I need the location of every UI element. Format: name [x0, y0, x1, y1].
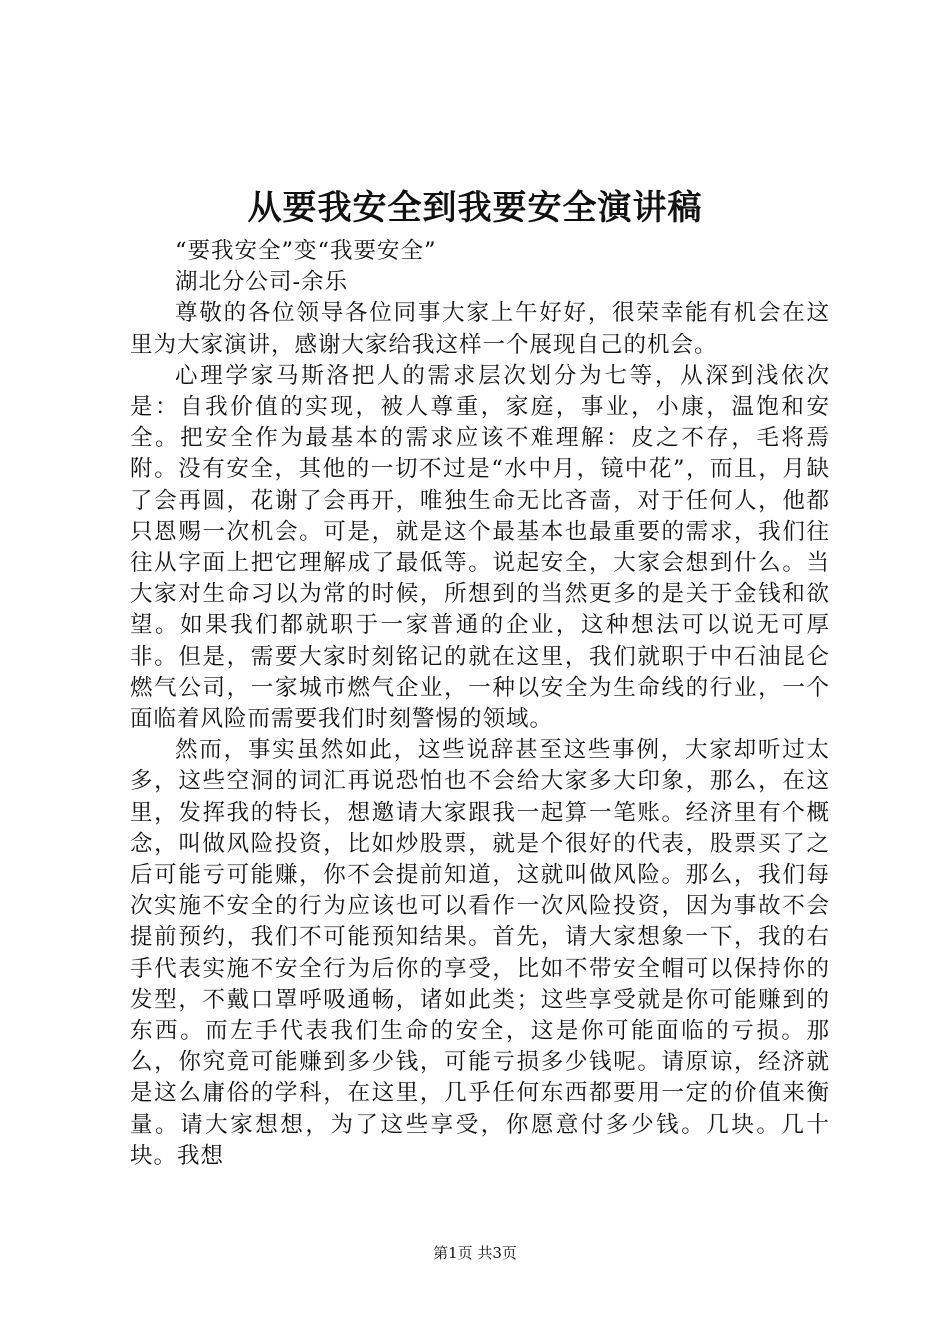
paragraph: 心理学家马斯洛把人的需求层次划分为七等，从深到浅依次是：自我价值的实现，被人尊重，家庭，事业，小康，温饱和安全。把安全作为最基本的需求应该不难理解：皮之不存，毛将焉附。没有安全，其他的一切不过是“水中月，镜中花”，而且，月缺了会再圆，花谢了会再开，唯独生命无比吝啬，对于任何人，他都只恩赐一次机会。可是，就是这个最基本也最重要的需求，我们往往从字面上把它理解成了最低等。说起安全，大家会想到什么。当大家对生命习以为常的时候，所想到的当然更多的是关于金钱和欲望。如果我们都就职于一家普通的企业，这种想法可以说无可厚非。但是，需要大家时刻铭记的就在这里，我们就职于中石油昆仑燃气公司，一家城市燃气企业，一种以安全为生命线的行业，一个面临着风险而需要我们时刻警惕的领域。 [130, 362, 830, 733]
document-body [130, 236, 830, 1172]
paragraph: 尊敬的各位领导各位同事大家上午好好，很荣幸能有机会在这里为大家演讲，感谢大家给我这样一个展现自己的机会。 [130, 300, 830, 358]
document-title: 从要我安全到我要安全演讲稿 [247, 188, 703, 228]
author-line: 湖北分公司-余乐 [175, 269, 349, 296]
page-number-footer: 第1页 共3页 [433, 1244, 517, 1262]
subtitle-line: “要我安全”变“我要安全” [175, 238, 437, 264]
paragraph: 然而，事实虽然如此，这些说辞甚至这些事例，大家却听过太多，这些空洞的词汇再说恐怕也不会给大家多大印象，那么，在这里，发挥我的特长，想邀请大家跟我一起算一笔账。经济里有个概念，叫做风险投资，比如炒股票，就是个很好的代表，股票买了之后可能亏可能赚，你不会提前知道，这就叫做风险。那么，我们每次实施不安全的行为应该也可以看作一次风险投资，因为事故不会提前预约，我们不可能预知结果。首先，请大家想象一下，我的右手代表实施不安全行为后你的享受，比如不带安全帽可以保持你的发型，不戴口罩呼吸通畅，诸如此类；这些享受就是你可能赚到的东西。而左手代表我们生命的安全，这是你可能面临的亏损。那么，你究竟可能赚到多少钱，可能亏损多少钱呢。请原谅，经济就是这么庸俗的学科，在这里，几乎任何东西都要用一定的价值来衡量。请大家想想，为了这些享受，你愿意付多少钱。几块。几十块。我想 [130, 737, 830, 1169]
